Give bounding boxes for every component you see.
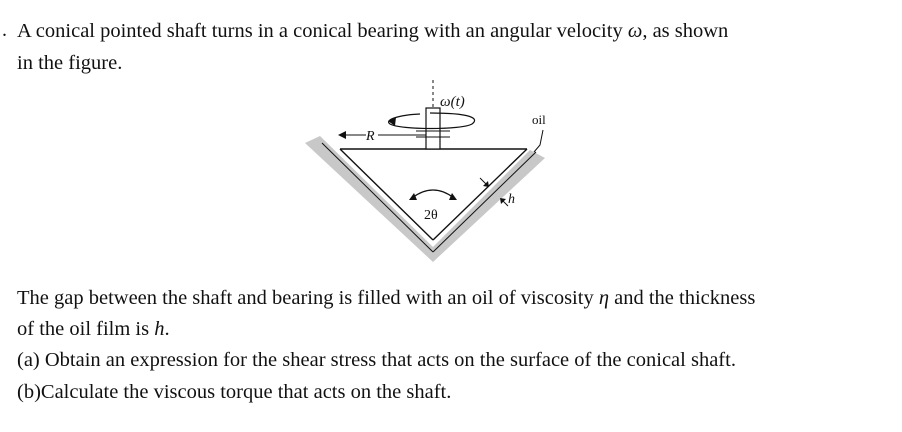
- problem-marker: .: [2, 19, 7, 41]
- angle-arc-head-right: [449, 193, 457, 200]
- angle-label: 2θ: [424, 208, 438, 223]
- bearing-left-surface: [322, 143, 433, 252]
- h-symbol: h: [154, 318, 165, 340]
- angle-arc-head-left: [409, 193, 417, 200]
- eta-symbol: η: [598, 287, 609, 309]
- angle-arc: [412, 190, 454, 198]
- radius-label: R: [366, 129, 375, 144]
- shaft-left-edge: [340, 149, 433, 240]
- bearing-right-surface: [433, 152, 536, 252]
- intro-text-b: , as shown: [642, 20, 729, 42]
- intro-line-2: in the figure.: [17, 52, 123, 74]
- gap-label: h: [508, 192, 515, 207]
- gap-line-2: [17, 317, 170, 341]
- oil-label: oil: [532, 112, 546, 127]
- oil-leader: [534, 130, 543, 152]
- omega-label: ω(t): [440, 94, 465, 110]
- gap-line-1: [17, 286, 755, 310]
- gap-text-d: .: [164, 318, 170, 340]
- part-b: (b)Calculate the viscous torque that acts on the shaft.: [17, 381, 452, 403]
- part-a: (a) Obtain an expression for the shear stress that acts on the surface of the conical shaft.: [17, 349, 736, 371]
- gap-text-c: of the oil film is: [17, 318, 155, 340]
- radius-arrow-head: [338, 131, 346, 139]
- omega-symbol: ω: [627, 20, 643, 42]
- intro-text-a: A conical pointed shaft turns in a conical bearing with an angular velocity: [17, 20, 628, 42]
- gap-text-a: The gap between the shaft and bearing is filled with an oil of viscosity: [17, 287, 599, 309]
- gap-text-b: and the thickness: [609, 287, 756, 309]
